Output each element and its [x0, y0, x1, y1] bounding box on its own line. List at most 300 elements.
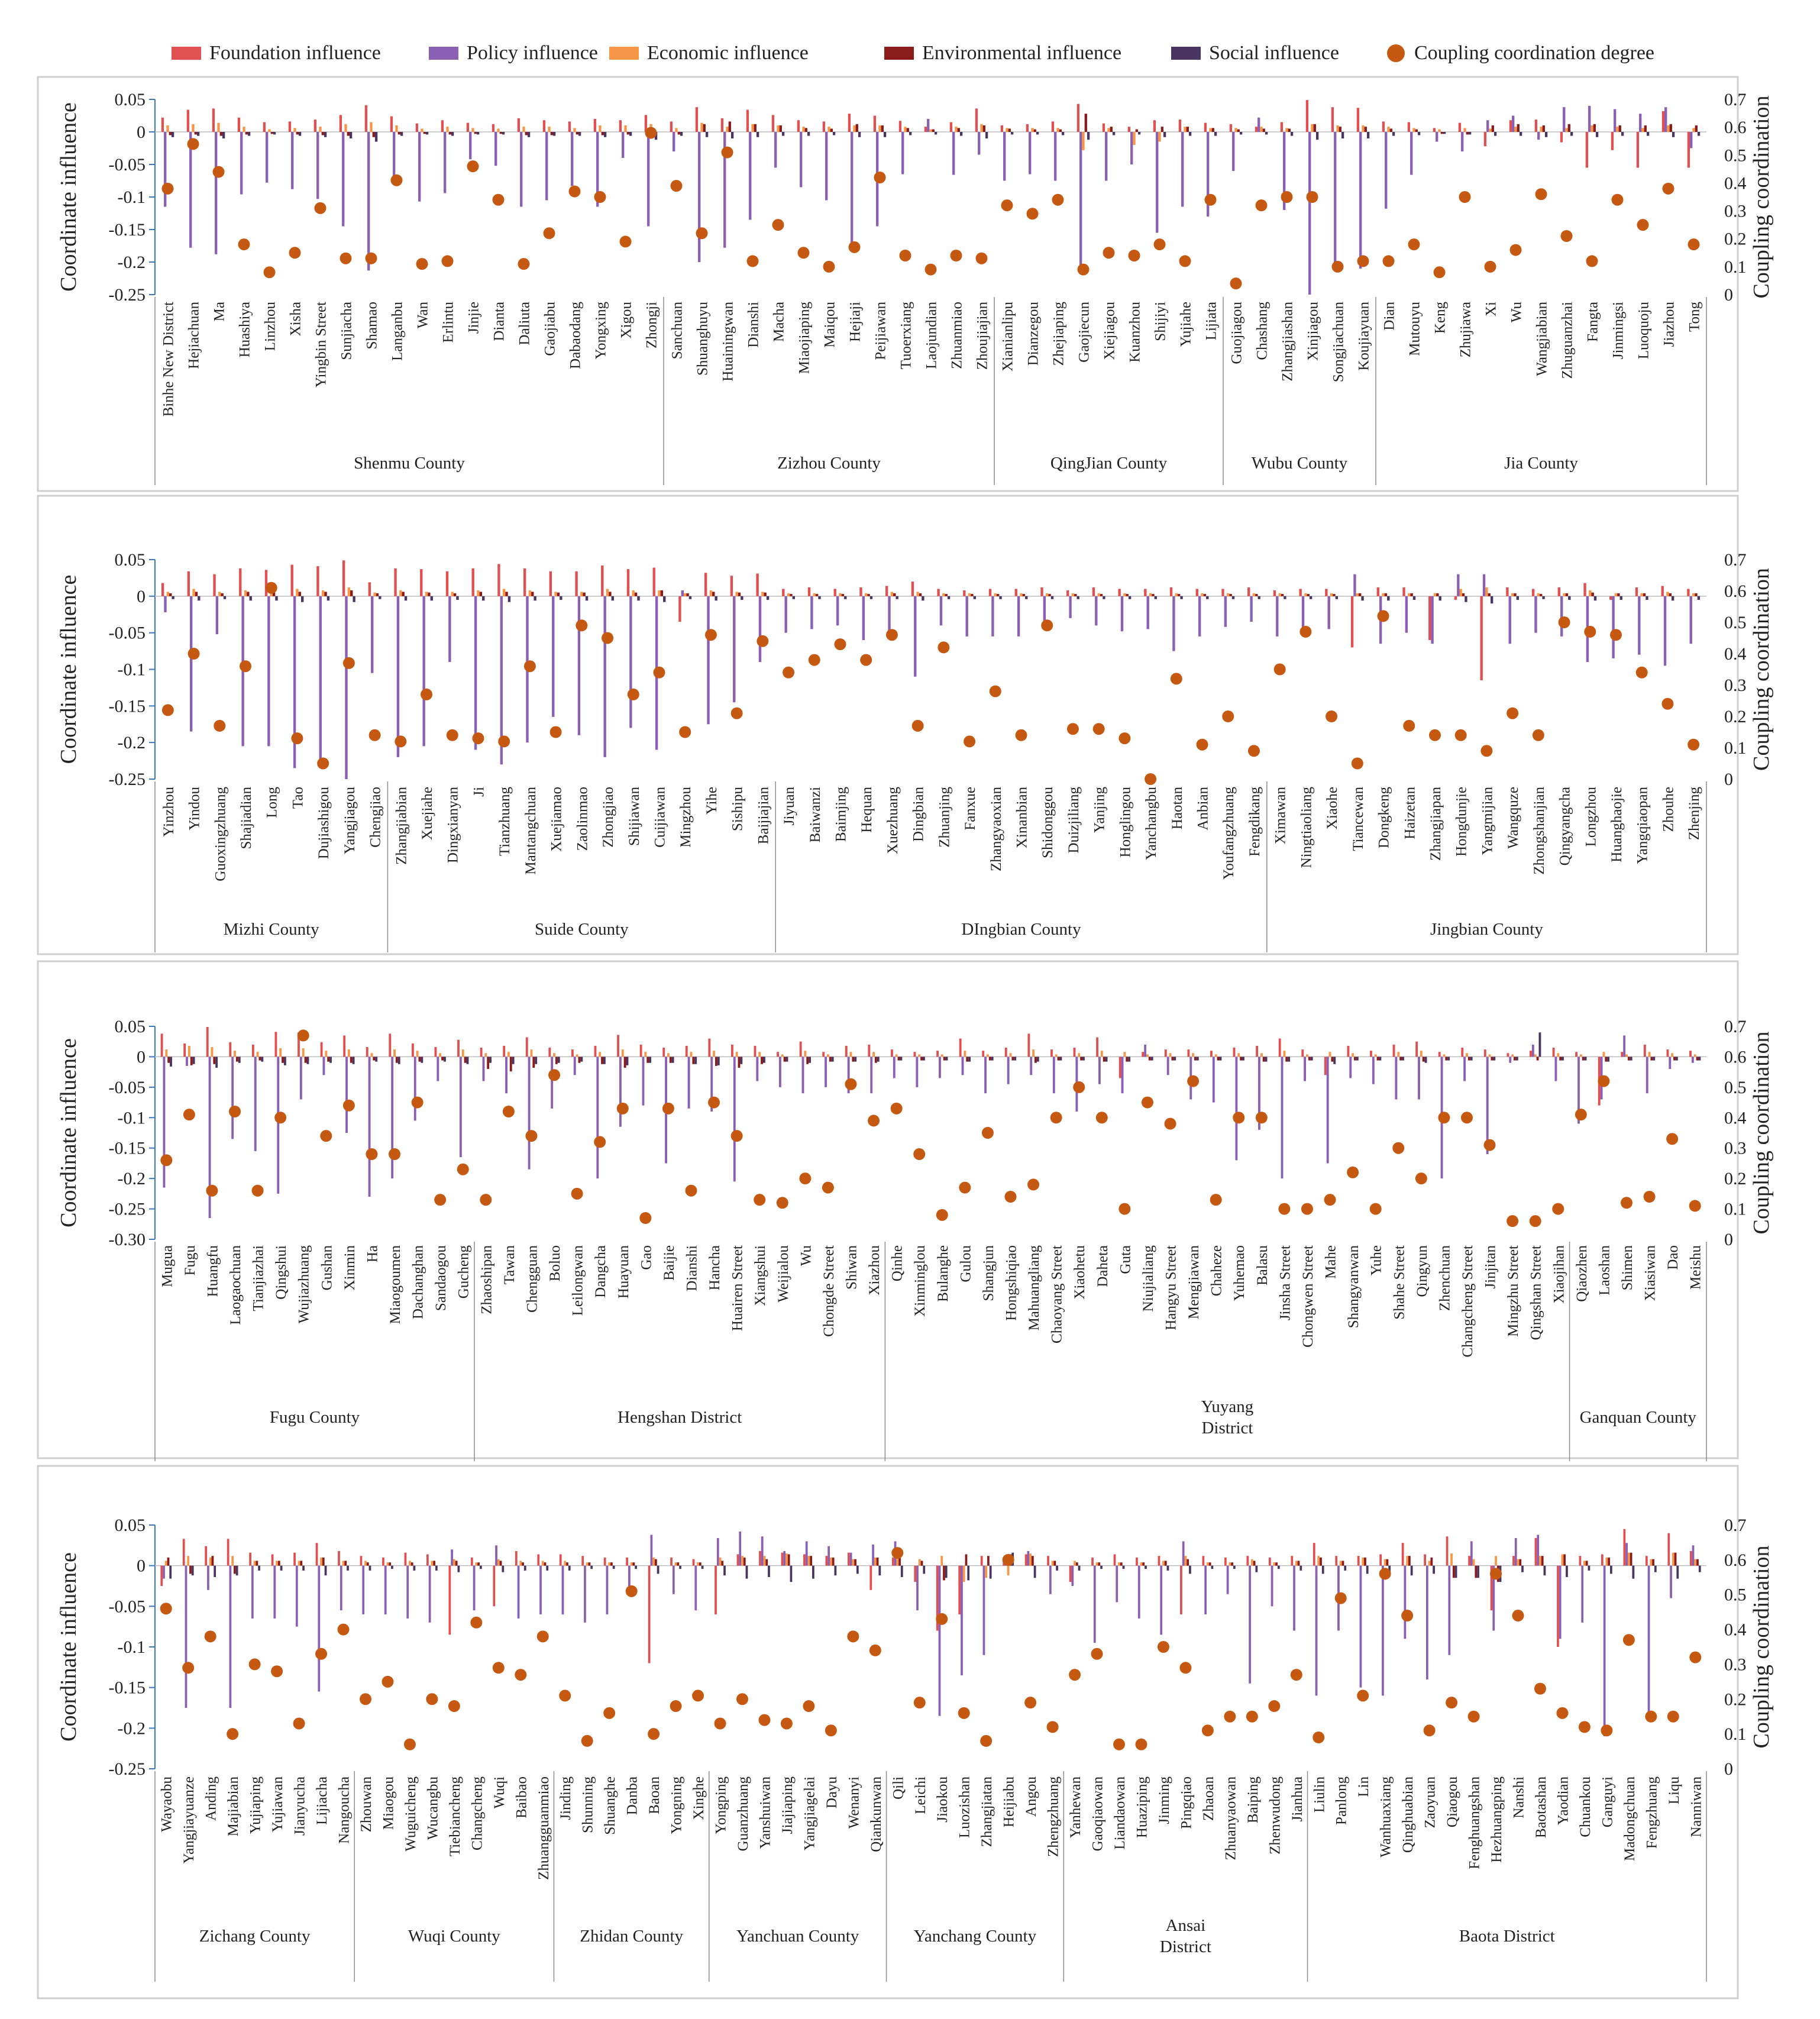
bar-policy-influence: [254, 1057, 257, 1151]
bar-policy-influence: [163, 1566, 165, 1579]
bar-policy-influence: [940, 596, 942, 625]
category-label: Qiaogou: [1444, 1776, 1461, 1828]
bar-foundation-influence: [911, 582, 914, 596]
bar-foundation-influence: [1096, 1038, 1098, 1057]
bar-economic-influence: [1031, 128, 1033, 132]
category-label: Majiabian: [225, 1776, 242, 1837]
left-tick-label: -0.15: [108, 1678, 146, 1698]
bar-policy-influence: [1431, 596, 1433, 644]
coupling-point: [162, 183, 174, 195]
bar-environmental-influence: [989, 1057, 991, 1060]
bar-foundation-influence: [1379, 1554, 1382, 1565]
left-tick-label: -0.05: [108, 155, 146, 175]
category-label: Xiaojihan: [1551, 1245, 1567, 1304]
bar-foundation-influence: [1553, 1048, 1555, 1057]
bar-policy-influence: [1250, 596, 1252, 622]
bar-environmental-influence: [699, 1562, 702, 1565]
bar-economic-influence: [1667, 125, 1669, 132]
category-label: Xiejiagou: [1101, 302, 1118, 360]
bar-social-influence: [1568, 596, 1570, 600]
category-label: Qiankunwan: [868, 1776, 884, 1852]
bar-policy-influence: [474, 596, 477, 750]
bar-foundation-influence: [457, 1040, 460, 1057]
right-tick-label: 0.4: [1724, 644, 1747, 664]
bar-foundation-influence: [1273, 590, 1276, 596]
coupling-point: [874, 172, 886, 183]
bar-environmental-influence: [424, 132, 426, 134]
bar-social-influence: [935, 132, 937, 134]
bar-environmental-influence: [856, 124, 858, 132]
bar-policy-influence: [1404, 1566, 1407, 1639]
bar-social-influence: [1520, 132, 1522, 136]
bar-economic-influence: [1666, 592, 1669, 596]
bar-environmental-influence: [1255, 594, 1257, 596]
bar-policy-influence: [1359, 132, 1362, 269]
bar-social-influence: [604, 132, 606, 137]
bar-policy-influence: [444, 132, 446, 193]
bar-foundation-influence: [343, 1035, 345, 1057]
category-label: Liqu: [1666, 1776, 1682, 1805]
bar-foundation-influence: [1611, 132, 1614, 150]
bar-policy-influence: [1470, 1541, 1473, 1565]
bar-foundation-influence: [291, 565, 293, 596]
bar-foundation-influence: [1575, 1052, 1577, 1057]
right-tick-label: 0.1: [1724, 1724, 1747, 1745]
bar-economic-influence: [446, 127, 448, 132]
bar-policy-influence: [251, 1566, 254, 1619]
category-label: Zhuanyaowan: [1223, 1776, 1239, 1860]
y2-axis-title: Coupling coordination: [1749, 1031, 1774, 1235]
bar-social-influence: [1087, 132, 1090, 140]
category-label: Zhouhe: [1660, 787, 1677, 832]
category-label: Ma: [211, 302, 228, 322]
bar-foundation-influence: [845, 1046, 848, 1057]
bar-social-influence: [679, 1566, 681, 1569]
bar-social-influence: [1011, 132, 1013, 134]
bar-social-influence: [193, 1057, 195, 1064]
bar-economic-influence: [1260, 1053, 1263, 1057]
bar-economic-influence: [1583, 1561, 1586, 1565]
bar-foundation-influence: [493, 1566, 495, 1607]
bar-social-influence: [858, 132, 861, 137]
bar-environmental-influence: [236, 1057, 238, 1061]
bar-economic-influence: [1340, 1561, 1342, 1565]
bar-environmental-influence: [703, 124, 706, 132]
bar-social-influence: [741, 596, 743, 600]
coupling-point: [515, 1669, 526, 1681]
category-label: Xi: [1483, 302, 1499, 316]
bar-policy-influence: [927, 119, 929, 132]
bar-environmental-influence: [627, 132, 629, 134]
bar-economic-influence: [964, 1051, 966, 1057]
bar-social-influence: [236, 1566, 238, 1575]
bar-policy-influence: [1382, 1566, 1384, 1696]
bar-social-influence: [273, 132, 276, 134]
bar-foundation-influence: [823, 121, 825, 132]
bar-economic-influence: [564, 1561, 566, 1565]
left-tick-label: 0: [137, 122, 146, 142]
bar-environmental-influence: [1342, 1561, 1344, 1565]
right-tick-label: 0.4: [1724, 173, 1747, 193]
coupling-point: [936, 1613, 948, 1625]
bar-economic-influence: [234, 1051, 236, 1057]
bar-foundation-influence: [249, 1553, 251, 1566]
bar-environmental-influence: [455, 1561, 458, 1565]
bar-economic-influence: [1511, 593, 1514, 596]
bar-foundation-influence: [480, 1048, 483, 1057]
coupling-point: [1205, 194, 1217, 206]
bar-environmental-influence: [500, 132, 502, 134]
category-label: Jinming: [1156, 1776, 1172, 1824]
bar-economic-influence: [1123, 593, 1126, 596]
bar-environmental-influence: [1608, 1558, 1610, 1566]
bar-social-influence: [790, 1566, 793, 1582]
bar-policy-influence: [574, 1057, 576, 1075]
bar-social-influence: [1242, 1057, 1244, 1060]
bar-foundation-influence: [1069, 1566, 1072, 1582]
bar-social-influence: [1470, 1057, 1473, 1060]
county-label: [408, 1927, 500, 1946]
right-tick-label: 0.1: [1724, 257, 1747, 277]
bar-foundation-influence: [316, 1543, 318, 1565]
bar-foundation-influence: [782, 589, 784, 596]
bar-social-influence: [512, 1057, 515, 1064]
coupling-point: [1612, 194, 1624, 206]
coupling-point: [959, 1182, 971, 1194]
bar-economic-influence: [421, 129, 423, 133]
bar-social-influence: [1310, 596, 1312, 599]
bar-social-influence: [818, 596, 820, 599]
category-label: Dongkeng: [1376, 787, 1392, 849]
coupling-point: [416, 258, 428, 270]
coupling-point: [1041, 619, 1053, 631]
bar-policy-influence: [1638, 596, 1640, 655]
left-tick-label: 0.05: [114, 1516, 146, 1535]
bar-social-influence: [1129, 596, 1131, 599]
bar-economic-influence: [813, 593, 816, 596]
y-axis-title: Coordinate influence: [56, 1038, 81, 1227]
coupling-point: [914, 1697, 926, 1708]
bar-environmental-influence: [510, 1057, 512, 1071]
category-label: Koujiayuan: [1356, 302, 1372, 371]
bar-foundation-influence: [800, 1042, 802, 1057]
bar-economic-influence: [606, 589, 609, 596]
bar-environmental-influence: [282, 1057, 284, 1062]
bar-environmental-influence: [477, 1562, 480, 1565]
bar-social-influence: [1100, 1566, 1103, 1569]
bar-environmental-influence: [1591, 593, 1593, 596]
coupling-point: [849, 241, 861, 253]
bar-environmental-influence: [943, 1057, 946, 1060]
coupling-point: [434, 1194, 446, 1206]
coupling-point: [1118, 732, 1130, 744]
coupling-point: [1534, 1683, 1546, 1695]
bar-foundation-influence: [869, 1566, 872, 1590]
bar-social-influence: [1036, 132, 1039, 134]
bar-foundation-influence: [1621, 1052, 1623, 1057]
category-label: Gaojiecun: [1076, 302, 1092, 363]
category-label: Fengdikang: [1246, 787, 1263, 857]
bar-economic-influence: [1625, 1054, 1628, 1057]
bar-environmental-influence: [278, 1561, 280, 1565]
bar-foundation-influence: [252, 1045, 254, 1057]
bar-social-influence: [553, 132, 555, 136]
bar-social-influence: [467, 1057, 469, 1064]
bar-foundation-influence: [937, 589, 939, 596]
bar-foundation-influence: [708, 1039, 710, 1057]
bar-social-influence: [534, 596, 536, 600]
bar-foundation-influence: [693, 1559, 695, 1566]
bar-social-influence: [1542, 596, 1544, 599]
county-label-line: Zichang County: [199, 1927, 311, 1946]
bar-economic-influence: [1434, 593, 1436, 596]
bar-environmental-influence: [832, 1558, 835, 1566]
coupling-point: [581, 1735, 593, 1747]
bar-environmental-influence: [1288, 129, 1291, 133]
bar-policy-influence: [1560, 596, 1563, 637]
bar-environmental-influence: [806, 1057, 809, 1064]
bar-foundation-influence: [1609, 596, 1612, 600]
bar-foundation-influence: [662, 1048, 665, 1057]
coupling-point: [1490, 1568, 1502, 1579]
bar-environmental-influence: [1231, 1562, 1233, 1565]
category-label: Laogaochuan: [228, 1245, 244, 1325]
bar-economic-influence: [1534, 1054, 1537, 1057]
bar-social-influence: [844, 596, 846, 599]
category-label: Gucheng: [455, 1245, 472, 1299]
bar-foundation-influence: [1103, 124, 1105, 132]
panel-frame: [38, 496, 1738, 954]
bar-foundation-influence: [160, 1566, 163, 1586]
bar-policy-influence: [1448, 1566, 1450, 1655]
bar-environmental-influence: [816, 594, 818, 596]
coupling-point: [1688, 238, 1700, 250]
right-tick-label: 0.7: [1724, 1516, 1747, 1535]
coupling-point: [1601, 1724, 1612, 1736]
bar-social-influence: [192, 1566, 194, 1575]
category-label: Chengjiao: [367, 787, 384, 848]
coupling-point: [1667, 1711, 1679, 1723]
bar-social-influence: [1653, 1057, 1655, 1060]
category-label: Tong: [1686, 302, 1703, 332]
bar-environmental-influence: [1275, 1562, 1278, 1565]
coupling-point: [1291, 1669, 1302, 1681]
bar-social-influence: [1566, 1566, 1568, 1577]
bar-economic-influence: [1007, 1566, 1010, 1575]
bar-policy-influence: [190, 596, 192, 732]
bar-social-influence: [833, 132, 835, 135]
coupling-point: [264, 266, 276, 278]
bar-policy-influence: [1030, 1057, 1032, 1075]
bar-environmental-influence: [1074, 594, 1077, 596]
bar-foundation-influence: [416, 124, 418, 132]
bar-social-influence: [435, 1566, 438, 1571]
bar-social-influence: [580, 1057, 583, 1061]
bar-environmental-influence: [1058, 1057, 1060, 1060]
bar-social-influence: [1425, 1057, 1427, 1062]
bar-foundation-influence: [526, 1038, 528, 1057]
category-label: Changcheng: [469, 1776, 486, 1850]
bar-social-influence: [1265, 132, 1268, 134]
bar-social-influence: [528, 132, 530, 137]
bar-policy-influence: [1079, 132, 1082, 269]
bar-economic-influence: [1010, 1053, 1012, 1057]
bar-foundation-influence: [721, 118, 723, 132]
left-tick-label: 0.05: [114, 550, 146, 570]
category-label: Qinhe: [889, 1245, 906, 1282]
county-label-line: Suide County: [534, 920, 629, 939]
category-label: Youfangzhuang: [1221, 787, 1237, 880]
bar-environmental-influence: [441, 1057, 444, 1060]
bar-economic-influence: [1352, 1053, 1354, 1057]
bar-policy-influence: [629, 596, 632, 728]
category-label: Boluo: [547, 1245, 564, 1282]
bar-foundation-influence: [1661, 586, 1664, 596]
bar-social-influence: [421, 1057, 423, 1062]
bar-foundation-influence: [1233, 1048, 1236, 1057]
bar-social-influence: [629, 132, 632, 136]
bar-economic-influence: [1397, 1052, 1399, 1057]
bar-environmental-influence: [305, 1057, 307, 1062]
category-label: Yangjiagou: [341, 787, 358, 855]
bar-foundation-influence: [1415, 1042, 1418, 1057]
left-tick-label: -0.15: [108, 696, 146, 716]
bar-foundation-influence: [1347, 1046, 1349, 1057]
bar-environmental-influence: [692, 1057, 694, 1064]
bar-foundation-influence: [1382, 121, 1385, 132]
coupling-point: [1429, 729, 1441, 741]
coupling-point: [1027, 208, 1039, 219]
category-label: Tianjiazhai: [250, 1245, 267, 1311]
coupling-point: [188, 138, 199, 150]
bar-policy-influence: [391, 1057, 393, 1178]
bar-economic-influence: [1253, 593, 1255, 596]
left-tick-label: -0.05: [108, 1597, 146, 1617]
bar-environmental-influence: [810, 1556, 812, 1565]
bar-economic-influence: [1495, 1556, 1497, 1565]
bar-social-influence: [1233, 1566, 1236, 1569]
bar-policy-influence: [1554, 1057, 1557, 1081]
bar-economic-influence: [1251, 1559, 1253, 1566]
bar-foundation-influence: [1557, 1566, 1559, 1647]
bar-economic-influence: [853, 125, 855, 132]
bar-environmental-influence: [531, 592, 534, 596]
bar-social-influence: [1594, 596, 1596, 600]
coupling-point: [315, 202, 326, 214]
bar-economic-influence: [758, 1052, 761, 1057]
bar-policy-influence: [806, 1541, 808, 1565]
bar-policy-influence: [901, 132, 904, 175]
bar-economic-influence: [497, 1559, 500, 1566]
bar-environmental-influence: [1628, 1057, 1630, 1060]
bar-economic-influence: [1306, 1054, 1308, 1057]
bar-social-influence: [812, 1566, 814, 1579]
bar-foundation-influence: [678, 596, 681, 622]
bar-social-influence: [238, 1057, 241, 1062]
bar-foundation-influence: [275, 1032, 277, 1057]
bar-environmental-influence: [686, 593, 688, 596]
county-label: [270, 1408, 360, 1427]
bar-policy-influence: [495, 1545, 497, 1565]
category-label: Zhuguanzhai: [1559, 302, 1576, 379]
bar-foundation-influence: [936, 1051, 939, 1057]
bar-economic-influence: [1466, 1053, 1468, 1057]
category-label: Dao: [1665, 1245, 1682, 1270]
bar-economic-influence: [187, 1556, 189, 1565]
bar-foundation-influence: [981, 1556, 983, 1565]
bar-policy-influence: [761, 1536, 764, 1565]
bar-foundation-influence: [1210, 1051, 1213, 1057]
bar-social-influence: [275, 596, 277, 600]
bar-foundation-influence: [950, 122, 952, 133]
bar-social-influence: [1493, 1057, 1495, 1060]
category-label: Zhaoshipan: [479, 1245, 495, 1314]
bar-environmental-influence: [402, 592, 404, 596]
coupling-point: [1197, 739, 1208, 751]
category-label: Zhangjiashan: [1279, 302, 1296, 382]
coupling-point: [1001, 199, 1013, 211]
bar-foundation-influence: [471, 1558, 473, 1566]
bar-economic-influence: [1158, 132, 1160, 142]
bar-economic-influence: [644, 1052, 646, 1057]
category-label: Guojiagou: [1229, 302, 1245, 364]
bar-environmental-influence: [419, 1057, 421, 1061]
bar-social-influence: [1341, 132, 1344, 138]
left-tick-label: 0.05: [114, 90, 146, 109]
bar-economic-influence: [919, 1559, 921, 1566]
bar-environmental-influence: [350, 590, 353, 596]
bar-environmental-influence: [500, 1561, 502, 1565]
coupling-point: [240, 660, 251, 672]
bar-social-influence: [1174, 1057, 1176, 1060]
bar-economic-influence: [1694, 1054, 1696, 1057]
bar-economic-influence: [827, 127, 830, 132]
bar-foundation-influence: [1074, 1048, 1076, 1057]
bar-foundation-influence: [560, 1554, 562, 1565]
bar-policy-influence: [1172, 596, 1175, 651]
county-label: [1459, 1927, 1555, 1946]
bar-environmental-influence: [983, 125, 985, 132]
bar-environmental-influence: [555, 1057, 558, 1064]
bar-foundation-influence: [696, 107, 698, 132]
bar-policy-influence: [1537, 132, 1540, 140]
bar-policy-influence: [414, 1057, 416, 1120]
coupling-point: [1274, 664, 1286, 676]
right-tick-label: 0.6: [1724, 582, 1747, 601]
coupling-point: [705, 629, 717, 641]
left-tick-label: -0.05: [108, 623, 146, 643]
bar-social-influence: [1413, 596, 1415, 600]
coupling-point: [1644, 1191, 1656, 1203]
bar-social-influence: [284, 1057, 286, 1065]
coupling-point: [1078, 264, 1090, 276]
bar-environmental-influence: [525, 132, 528, 135]
bar-environmental-influence: [633, 1562, 635, 1565]
bar-social-influence: [1189, 1566, 1191, 1574]
bar-social-influence: [1491, 596, 1493, 603]
bar-environmental-influence: [1696, 1057, 1699, 1060]
bar-social-influence: [1379, 1057, 1381, 1060]
category-label: Dabaodang: [567, 302, 584, 369]
bar-economic-influence: [542, 1561, 544, 1565]
category-label: Huairen Street: [729, 1245, 746, 1332]
bar-foundation-influence: [963, 590, 965, 596]
bar-economic-influence: [279, 1048, 282, 1057]
bar-social-influence: [1113, 132, 1115, 135]
coupling-point: [823, 261, 835, 273]
bar-foundation-influence: [756, 574, 758, 596]
category-label: Xinmin: [341, 1245, 358, 1291]
